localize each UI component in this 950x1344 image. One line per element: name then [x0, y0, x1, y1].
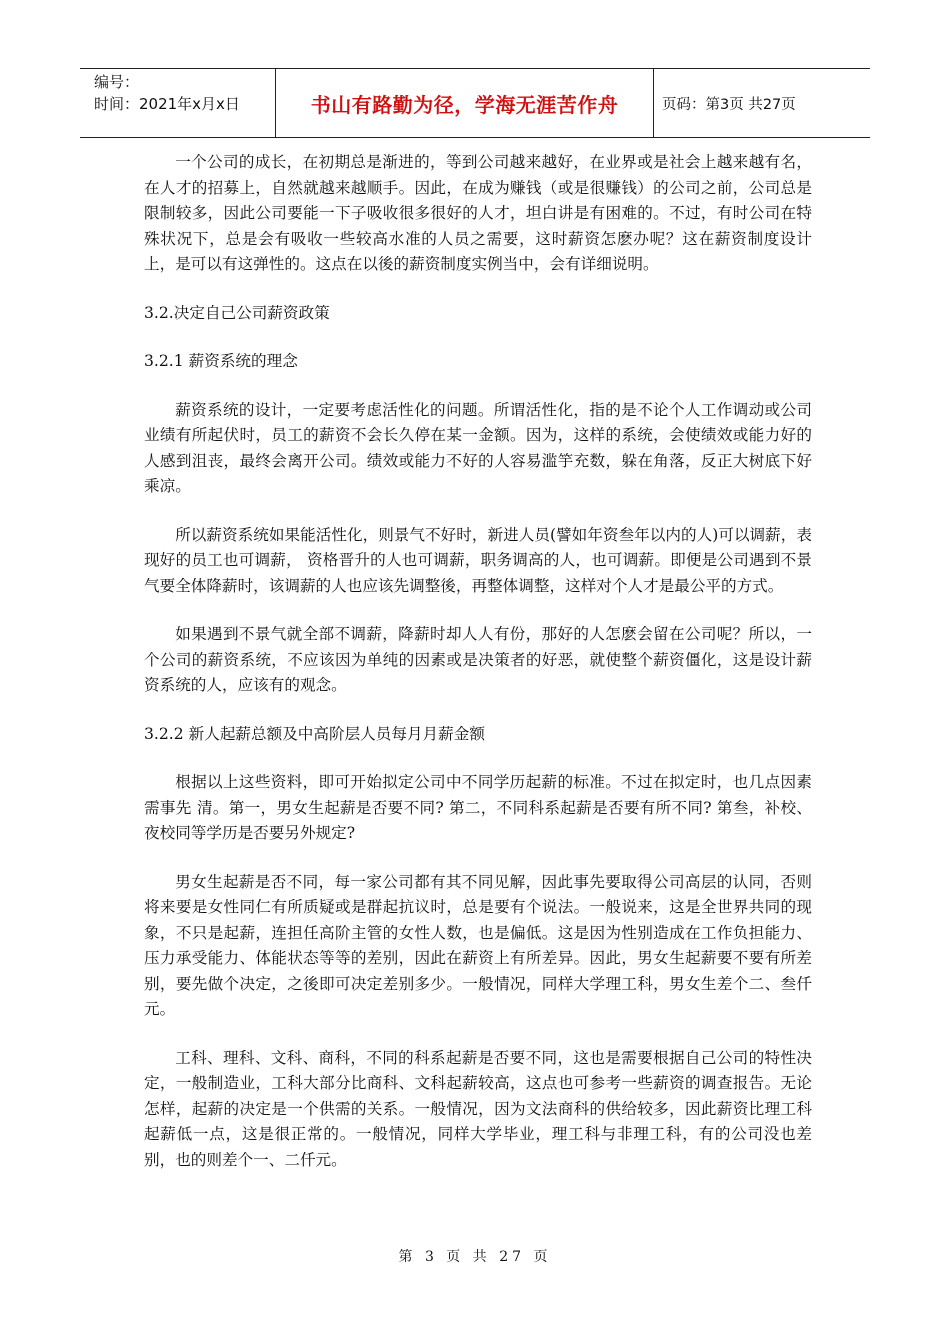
- document-header: [80, 68, 870, 138]
- paragraph-major-salary: 工科、理科、文科、商科，不同的科系起薪是否要不同，这也是需要根据自己公司的特性决定，一般制造业，工科大部分比商科、文科起薪较高，这点也可参考一些薪资的调查报告。无论怎样，起薪的决定是一个供需的关系。一般情况，因为文法商科的供给较多，因此薪资比理工科起薪低一点，这是很正常的。一般情况，同样大学毕业，理工科与非理工科，有的公司没也差别，也的则差个一、二仟元。: [144, 1048, 812, 1169]
- section-heading-3-2: 3.2.决定自己公司薪资政策: [144, 303, 330, 322]
- section-heading-3-2-1: 3.2.1 薪资系统的理念: [144, 352, 298, 370]
- paragraph-gender-salary: 男女生起薪是否不同，每一家公司都有其不同见解，因此事先要取得公司高层的认同，否则将来要是女性同仁有所质疑或是群起抗议时，总是要有个说法。一般说来，这是全世界共同的现象，不只是起薪，连担任高阶主管的女性人数，也是偏低。这是因为性别造成在工作负担能力、压力承受能力、体能状态等等的差别，因此在薪资上有所差异。因此，男女生起薪要不要有所差别，要先做个决定，之後即可决定差别多少。一般情况，同样大学理工科，男女生差个二、叁仟元。: [144, 872, 812, 1018]
- paragraph-starting-salary-factors: 根据以上这些资料，即可开始拟定公司中不同学历起薪的标准。不过在拟定时，也几点因素需事先 清。第一，男女生起薪是否要不同? 第二，不同科系起薪是否要有所不同? 第叁，补校、夜校同等学历是否要另外规定?: [144, 773, 812, 842]
- page-footer: 第 3 页 共 27 页: [398, 1249, 552, 1265]
- serial-number-label: 编号：: [94, 73, 140, 91]
- paragraph-salary-concept: 如果遇到不景气就全部不调薪，降薪时却人人有份，那好的人怎麽会留在公司呢？所以，一个公司的薪资系统，不应该因为单纯的因素或是决策者的好恶，就使整个薪资僵化，这是设计薪资系统的人，应该有的观念。: [144, 625, 812, 694]
- paragraph-company-growth: 一个公司的成长，在初期总是渐进的，等到公司越来越好，在业界或是社会上越来越有名，在人才的招募上，自然就越来越顺手。因此，在成为赚钱（或是很赚钱）的公司之前，公司总是限制较多，因此公司要能一下子吸收很多很好的人才，坦白讲是有困难的。不过，有时公司在特殊状况下，总是会有吸收一些较高水准的人员之需要，这时薪资怎麽办呢？这在薪资制度设计上，是可以有这弹性的。这点在以後的薪资制度实例当中，会有详细说明。: [144, 153, 812, 273]
- section-heading-3-2-2: 3.2.2 新人起薪总额及中高阶层人员每月月薪金额: [144, 724, 485, 743]
- header-motto: 书山有路勤为径，学海无涯苦作舟: [276, 69, 654, 137]
- header-meta-cell: [80, 69, 276, 137]
- paragraph-salary-adjustment: 所以薪资系统如果能活性化，则景气不好时，新进人员(譬如年资叁年以内的人)可以调薪，表现好的员工也可调薪， 资格晋升的人也可调薪，职务调高的人，也可调薪。即便是公司遇到不景气要全体降薪时，该调薪的人也应该先调整後，再整体调整，这样对个人才是最公平的方式。: [144, 525, 812, 595]
- document-body: [144, 150, 812, 1196]
- date-text: 时间：2021年x月x日: [94, 95, 240, 113]
- paragraph-flexible-salary: 薪资系统的设计，一定要考虑活性化的问题。所谓活性化，指的是不论个人工作调动或公司业绩有所起伏时，员工的薪资不会长久停在某一金额。因为，这样的系统，会使绩效或能力好的人感到沮丧，最终会离开公司。绩效或能力不好的人容易滥竽充数，躲在角落，反正大树底下好乘凉。: [144, 400, 812, 495]
- header-page-info: 页码：第3页 共27页: [662, 96, 796, 113]
